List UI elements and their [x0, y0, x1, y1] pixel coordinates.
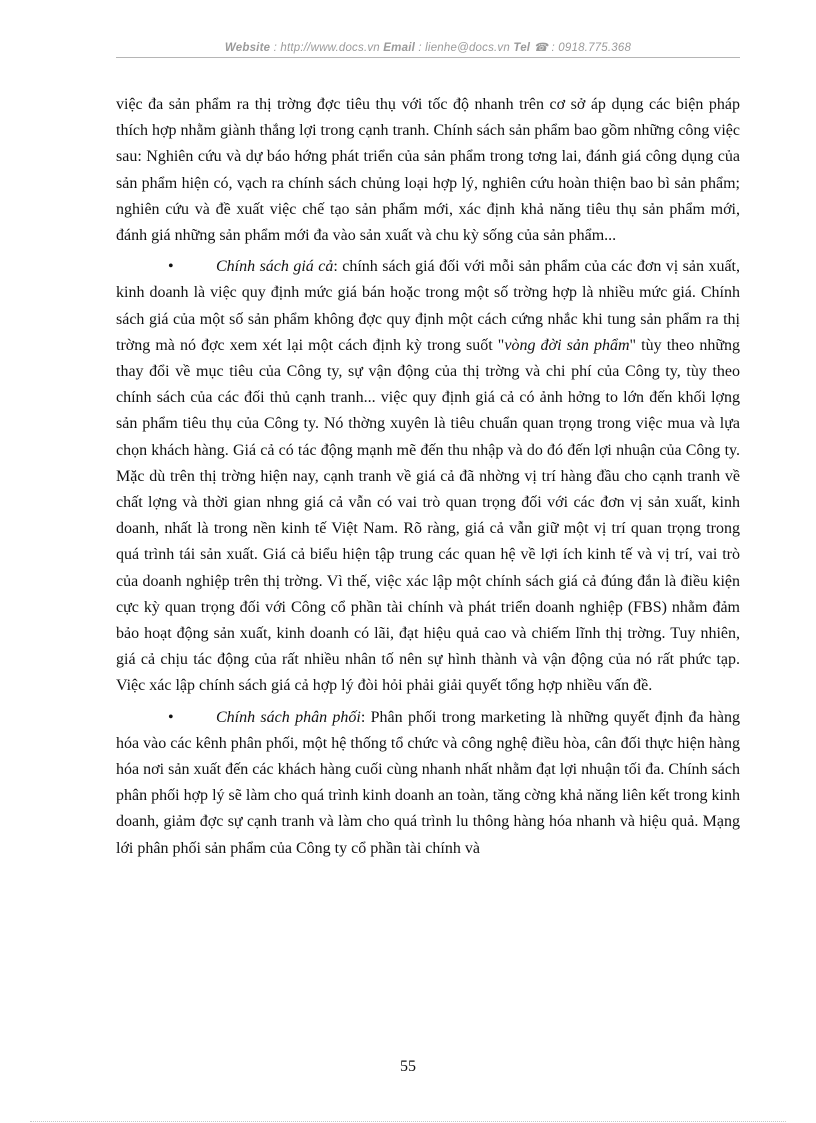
bullet-icon: • — [168, 258, 174, 276]
pricing-policy-term: Chính sách giá cả — [216, 258, 334, 276]
footer-divider — [30, 1121, 786, 1122]
distribution-policy-term: Chính sách phân phối — [216, 708, 361, 726]
page-number: 55 — [400, 1058, 416, 1075]
website-label: Website — [224, 42, 271, 54]
header-divider — [116, 57, 740, 58]
bullet-icon: • — [168, 708, 174, 726]
page-body — [116, 92, 740, 867]
distribution-policy-text: : Phân phối trong marketing là những quyết định đa hàng hóa vào các kênh phân phối, một hệ thống tổ chức và công nghệ điều hòa, cân đối thực hiện hàng hóa nơi sản xuất đến các khách hàng cuối cùng nhanh nhất nhằm đạt lợi nhuận tối đa. Chính sách phân phối hợp lý sẽ làm cho quá trình kinh doanh an toàn, tăng cờng khả năng liên kết trong kinh doanh, giảm đợc sự cạnh tranh và làm cho quá trình lu thông hàng hóa nhanh và hiệu quả. Mạng lới phân phối sản phẩm của Công ty cổ phần tài chính và — [116, 708, 741, 857]
product-life-cycle-term: vòng đời sản phẩm — [504, 336, 630, 354]
pricing-policy-text-b: " tùy theo những thay đổi về mục tiêu của Công ty, sự vận động của thị trờng và chi phí của Công ty, tùy theo chính sách của các đối thủ cạnh tranh... việc quy định giá cả có ảnh hởng to lớn đến khối lợng sản phẩm tiêu thụ của Công ty. Nó thờng xuyên là tiêu chuẩn quan trọng trong việc mua và lựa chọn khách hàng. Giá cả có tác động mạnh mẽ đến thu nhập và do đó đến lợi nhuận của Công ty. Mặc dù trên thị trờng hiện nay, cạnh tranh về giá cả đã nhờng vị trí hàng đầu cho cạnh tranh về chất lợng và thời gian nhng giá cả vẫn có vai trò quan trọng đối với các đơn vị sản xuất, kinh doanh, nhất là trong nền kinh tế Việt Nam. Rõ ràng, giá cả vẫn giữ một vị trí quan trọng trong quá trình tái sản xuất. Giá cả biểu hiện tập trung các quan hệ về lợi ích kinh tế và vị trí, vai trò của doanh nghiệp trên thị trờng. Vì thế, việc xác lập một chính sách giá cả đúng đắn là điều kiện cực kỳ quan trọng đối với Công cổ phần tài chính và phát triển doanh nghiệp (FBS) nhằm đảm bảo hoạt động sản xuất, kinh doanh có lãi, đạt hiệu quả cao và chiếm lĩnh thị trờng. Tuy nhiên, giá cả chịu tác động của rất nhiều nhân tố nên sự hình thành và vận động của nó rất phức tạp. Việc xác lập chính sách giá cả hợp lý đòi hỏi phải giải quyết tổng hợp nhiều vấn đề. — [116, 336, 741, 695]
pricing-policy-text-a: : chính sách giá đối với mỗi sản phẩm của các đơn vị sản xuất, kinh doanh là việc quy định mức giá bán hoặc trong một số trờng hợp là nhiều mức giá. Chính sách giá của một số sản phẩm không đợc quy định một cách cứng nhắc khi tung sản phẩm ra thị trờng mà nó đợc xem xét lại một cách định kỳ trong suốt " — [116, 258, 740, 354]
website-url: : http://www.docs.vn — [273, 42, 380, 54]
paragraph-product-policy: việc đa sản phẩm ra thị trờng đợc tiêu thụ với tốc độ nhanh trên cơ sở áp dụng các biện pháp thích hợp nhằm giành thắng lợi trong cạnh tranh. Chính sách sản phẩm bao gồm những công việc sau: Nghiên cứu và dự báo hớng phát triển của sản phẩm trong tơng lai, đánh giá công dụng của sản phẩm hiện có, vạch ra chính sách chủng loại hợp lý, nghiên cứu hoàn thiện bao bì sản phẩm; nghiên cứu và đề xuất việc chế tạo sản phẩm mới, xác định khả năng tiêu thụ sản phẩm mới, đánh giá những sản phẩm mới đa vào sản xuất và chu kỳ sống của sản phẩm... — [116, 96, 740, 245]
tel-number: ☎ : 0918.775.368 — [533, 42, 632, 54]
paragraph-pricing-policy — [116, 254, 740, 699]
paragraph-distribution-policy — [116, 705, 740, 862]
tel-label: Tel — [513, 42, 531, 54]
email-label: Email — [383, 42, 415, 54]
page-header — [116, 40, 740, 54]
email-address: : lienhe@docs.vn — [418, 42, 510, 54]
